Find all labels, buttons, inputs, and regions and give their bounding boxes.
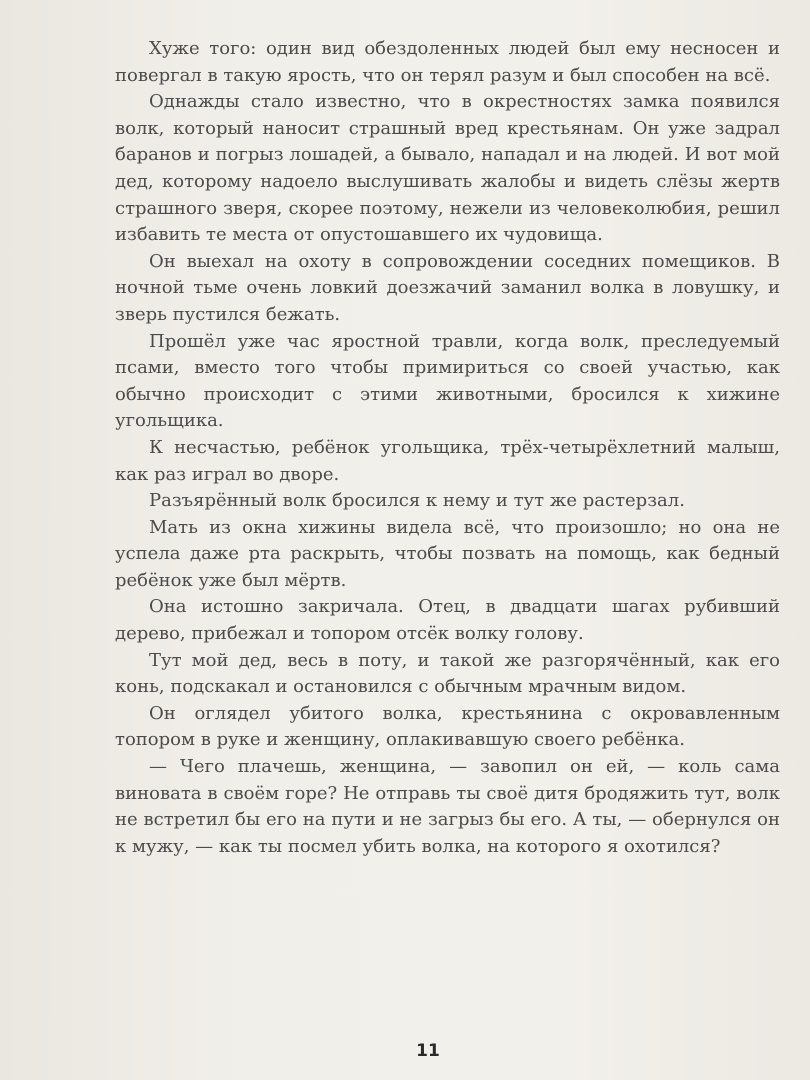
page-number: 11 (416, 1041, 440, 1061)
paragraph: Она истошно закричала. Отец, в двадцати шагах рубивший дерево, прибежал и топором отсёк волку голову. (115, 596, 780, 645)
body-text (115, 36, 780, 860)
paragraph: Разъярённый волк бросился к нему и тут же растерзал. (149, 490, 685, 512)
paragraph: Тут мой дед, весь в поту, и такой же разгорячённый, как его конь, подскакал и остановился с обычным мрачным видом. (115, 649, 780, 698)
paragraph: К несчастью, ребёнок угольщика, трёх-четырёхлетний малыш, как раз играл во дворе. (115, 436, 780, 485)
paragraph: — Чего плачешь, женщина, — завопил он ей, — коль сама виновата в своём горе? Не отправь ты своё дитя бродяжить тут, волк не встретил бы его на пути и не загрыз бы его. А ты, — обернулся он к мужу, — как ты посмел убить волка, на которого я охотился? (115, 756, 780, 857)
paragraph: Хуже того: один вид обездоленных людей был ему несносен и повергал в такую ярость, что он терял разум и был способен на всё. (115, 38, 780, 86)
paragraph: Мать из окна хижины видела всё, что произошло; но она не успела даже рта раскрыть, чтобы позвать на помощь, как бедный ребёнок уже был мёртв. (115, 516, 780, 591)
paragraph: Он оглядел убитого волка, крестьянина с окровавленным топором в руке и женщину, оплакивавшую своего ребёнка. (115, 702, 780, 751)
paragraph: Прошёл уже час яростной травли, когда волк, преследуемый псами, вместо того чтобы примириться со своей участью, как обычно происходит с этими животными, бросился к хижине угольщика. (115, 330, 780, 432)
paragraph: Однажды стало известно, что в окрестностях замка появился волк, который наносит страшный вред крестьянам. Он уже задрал баранов и погрыз лошадей, а бывало, нападал и на людей. И вот мой дед, которому надоело выслушивать жалобы и видеть слёзы жертв страшного зверя, скорее поэтому, нежели из человеколюбия, решил избавить те места от опустошавшего их чудовища. (115, 91, 780, 246)
paragraph: Он выехал на охоту в сопровождении соседних помещиков. В ночной тьме очень ловкий доезжачий заманил волка в ловушку, и зверь пустился бежать. (115, 250, 780, 325)
